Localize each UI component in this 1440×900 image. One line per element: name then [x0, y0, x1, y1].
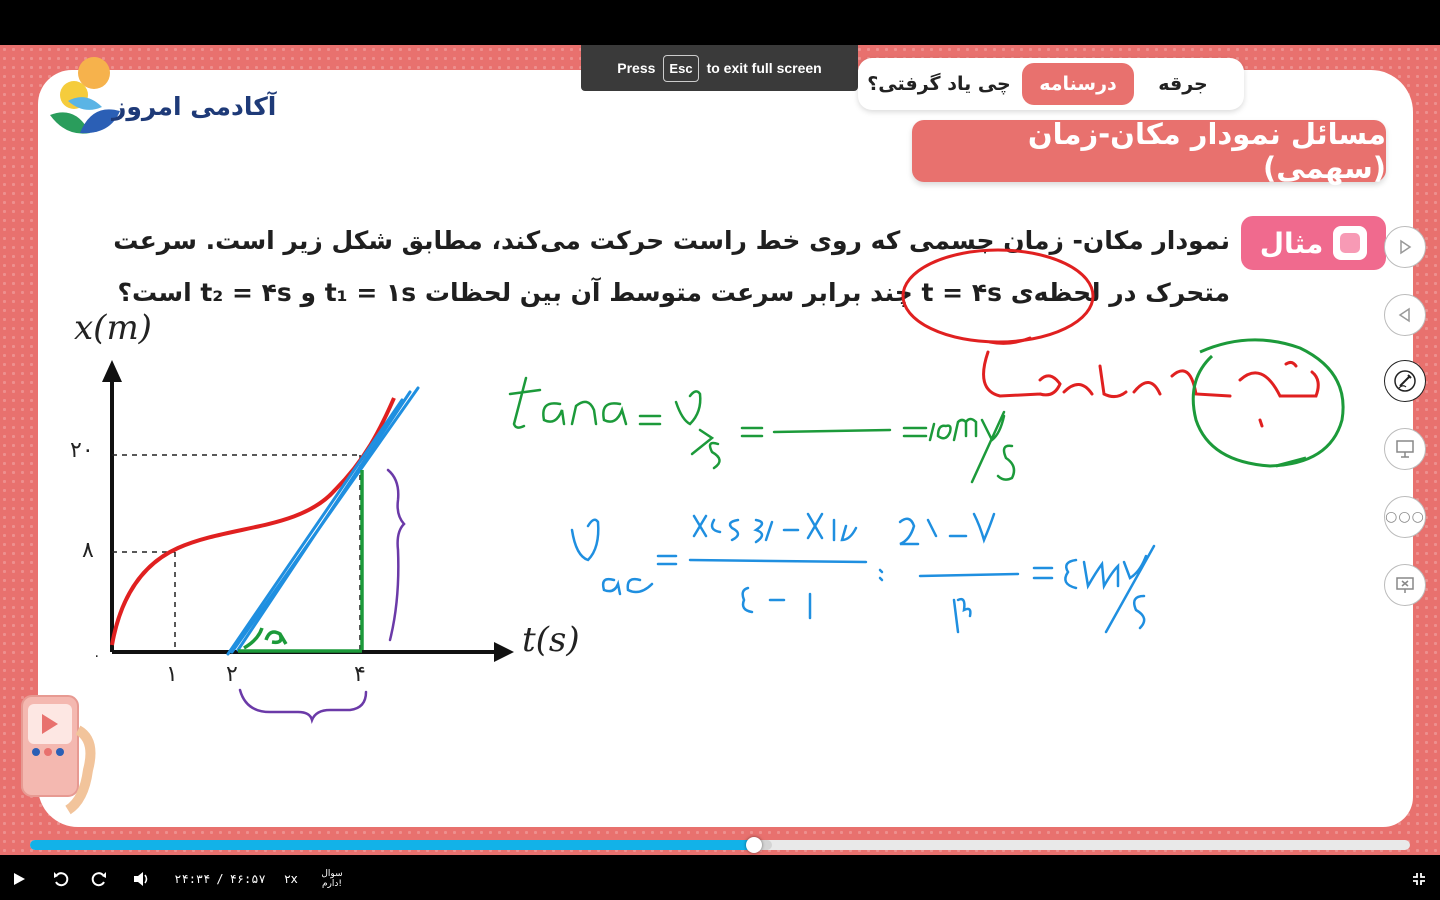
ask-question-button[interactable] — [314, 858, 350, 900]
fullscreen-exit-hint — [581, 45, 858, 91]
time-separator: / — [216, 872, 224, 886]
x-axis-label: t(s) — [522, 620, 580, 660]
volume-icon — [132, 870, 150, 888]
rewind-button[interactable] — [46, 858, 76, 900]
x-tick-2: ۲ — [226, 662, 238, 687]
example-label: مثال — [1259, 226, 1324, 260]
x-tick-1: ۱ — [166, 662, 178, 687]
prev-slide-button[interactable] — [1384, 294, 1426, 336]
y-tick-20: ۲۰ — [70, 438, 94, 463]
exit-fullscreen-icon — [1412, 872, 1426, 886]
progress-handle[interactable] — [746, 837, 762, 853]
duration: ۴۶:۵۷ — [229, 872, 266, 886]
y-axis-label: x(m) — [74, 308, 152, 348]
ask-question-line1: سوال — [321, 869, 343, 879]
whiteboard-button[interactable] — [1384, 428, 1426, 470]
forward-button[interactable] — [84, 858, 114, 900]
more-options-button[interactable] — [1384, 496, 1426, 538]
y-tick-8: ۸ — [82, 538, 94, 563]
lesson-title: مسائل نمودار مکان-زمان (سهمی) — [912, 120, 1386, 182]
origin-label: ۰ — [93, 648, 101, 664]
ellipsis-icon: ○○○ — [1385, 509, 1425, 525]
exit-fullscreen-button[interactable] — [1404, 858, 1434, 900]
tab-review[interactable]: چی یاد گرفتی؟ — [867, 73, 1011, 95]
hint-rest: to exit full screen — [706, 60, 822, 76]
pen-tool-button[interactable] — [1384, 360, 1426, 402]
lesson-tabs — [858, 58, 1244, 110]
current-time: ۲۴:۳۴ — [174, 872, 211, 886]
play-outline-icon — [1397, 239, 1413, 255]
example-icon — [1333, 226, 1367, 260]
volume-button[interactable] — [126, 858, 156, 900]
play-icon — [12, 872, 26, 886]
question-line-2: متحرک در لحظه‌ی t = ۴s چند برابر سرعت متوسط آن بین لحظات t₁ = ۱s و t₂ = ۴s است؟ — [117, 278, 1230, 307]
esc-key-icon: Esc — [663, 55, 698, 82]
time-display — [172, 858, 268, 900]
rewind-icon — [52, 870, 70, 888]
whiteboard-icon — [1394, 438, 1416, 460]
forward-icon — [90, 870, 108, 888]
brand-name: آکادمی امروز — [112, 92, 277, 121]
playback-speed-button[interactable]: ۲x — [284, 872, 298, 886]
next-slide-button[interactable] — [1384, 226, 1426, 268]
player-controls — [0, 858, 1440, 900]
question-line-1: نمودار مکان- زمان جسمی که روی خط راست حرکت می‌کند، مطابق شکل زیر است. سرعت — [113, 226, 1230, 255]
pen-icon — [1394, 370, 1416, 392]
example-badge — [1241, 216, 1386, 270]
phone-mascot-icon — [18, 690, 98, 830]
tab-spark[interactable]: جرقه — [1158, 73, 1208, 95]
tab-lesson[interactable]: درسنامه — [1022, 63, 1134, 105]
hint-press: Press — [617, 60, 656, 76]
exit-presentation-button[interactable] — [1384, 564, 1426, 606]
presentation-close-icon — [1394, 574, 1416, 596]
ask-question-line2: دارم! — [321, 879, 343, 889]
x-tick-4: ۴ — [354, 662, 366, 687]
progress-fill — [30, 840, 754, 850]
play-button[interactable] — [4, 858, 34, 900]
triangle-left-icon — [1397, 307, 1413, 323]
